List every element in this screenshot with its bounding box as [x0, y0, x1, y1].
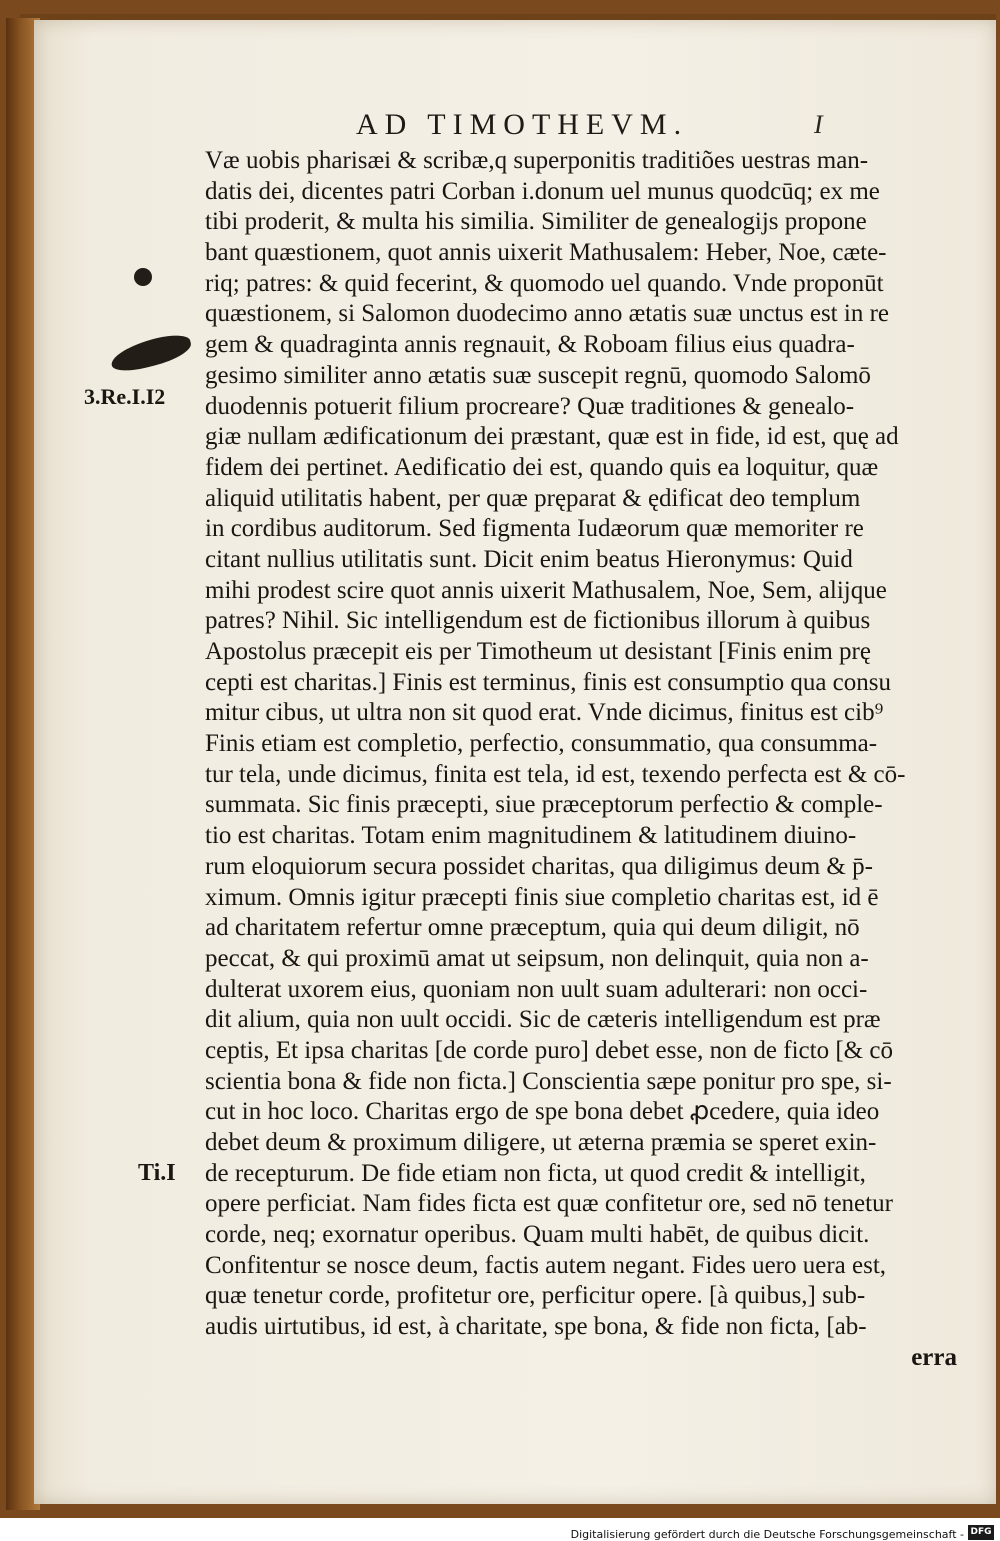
text-line: ximum. Omnis igitur præcepti finis siue completio charitas est, id ē	[205, 883, 879, 911]
text-line: de recepturum. De fide etiam non ficta, ut quod credit & intelligit,	[205, 1159, 866, 1187]
text-line: in cordibus auditorum. Sed figmenta Iudæorum quæ memoriter re	[205, 515, 864, 543]
text-line: patres? Nihil. Sic intelligendum est de fictionibus illorum à quibus	[205, 607, 871, 635]
body-text	[205, 146, 975, 1374]
text-line: Væ uobis pharisæi & scribæ,q superponitis traditiões uestras man-	[205, 147, 869, 174]
text-line: tio est charitas. Totam enim magnitudinem & latitudinem diuino-	[205, 822, 857, 850]
text-line: dulterat uxorem eius, quoniam non uult suam adulterari: non occi-	[205, 975, 868, 1003]
ink-blot-dot	[134, 268, 152, 286]
text-line: cut in hoc loco. Charitas ergo de spe bona debet ꝓcedere, quia ideo	[205, 1098, 880, 1126]
text-line: quæstionem, si Salomon duodecimo anno ætatis suæ unctus est in re	[205, 300, 889, 328]
margin-note-timotheum: Ti.I	[138, 1160, 176, 1186]
text-line: rum eloquiorum secura possidet charitas, qua diligimus deum & p̄-	[205, 852, 873, 880]
text-line: mihi prodest scire quot annis uixerit Mathusalem, Noe, Sem, alijque	[205, 576, 887, 604]
text-line: debet deum & proximum diligere, ut æterna præmia se speret exin-	[205, 1129, 877, 1156]
text-line: Finis etiam est completio, perfectio, consummatio, qua consumma-	[205, 730, 878, 758]
text-line: bant quæstionem, quot annis uixerit Mathusalem: Heber, Noe, cæte-	[205, 239, 887, 267]
text-line: tur tela, unde dicimus, finita est tela, id est, texendo perfecta est & cō-	[205, 760, 906, 788]
text-line: giæ nullam ædificationum dei præstant, quæ est in fide, id est, quę ad	[205, 423, 899, 451]
text-line: ceptis, Et ipsa charitas [de corde puro] debet esse, non de ficto [& cō	[205, 1036, 893, 1064]
text-line: gem & quadraginta annis regnauit, & Roboam filius eius quadra-	[205, 331, 855, 359]
text-line: mitur cibus, ut ultra non sit quod erat. Vnde dicimus, finitus est cib⁹	[205, 699, 884, 727]
text-line: audis uirtutibus, id est, à charitate, spe bona, & fide non ficta, [ab-	[205, 1313, 867, 1341]
running-head: AD TIMOTHEVM.	[356, 108, 689, 141]
margin-note-reges: 3.Re.I.I2	[84, 384, 166, 409]
text-line: peccat, & qui proximū amat ut seipsum, non delinquit, quia non a-	[205, 944, 869, 972]
catchword: erra	[911, 1343, 957, 1371]
text-line: opere perficiat. Nam fides ficta est quæ confitetur ore, sed nō tenetur	[205, 1190, 893, 1218]
text-line: riq; patres: & quid fecerint, & quomodo uel quando. Vnde proponūt	[205, 269, 884, 297]
text-line: scientia bona & fide non ficta.] Conscientia sæpe ponitur pro spe, si-	[205, 1067, 892, 1095]
text-line: corde, neq; exornatur operibus. Quam multi habēt, de quibus dicit.	[205, 1221, 870, 1249]
text-line: quæ tenetur corde, profitetur ore, perficitur opere. [à quibus,] sub-	[205, 1282, 866, 1310]
text-line: Confitentur se nosce deum, factis autem negant. Fides uero uera est,	[205, 1251, 887, 1279]
text-line: gesimo similiter anno ætatis suæ suscepit regnū, quomodo Salomō	[205, 361, 871, 389]
folio-number: I	[814, 110, 823, 139]
text-line: cepti est charitas.] Finis est terminus, finis est consumptio qua consu	[205, 668, 891, 696]
text-line: Apostolus præcepit eis per Timotheum ut desistant [Finis enim prę	[205, 638, 871, 665]
text-line: summata. Sic finis præcepti, siue præceptorum perfectio & comple-	[205, 791, 883, 819]
text-line: aliquid utilitatis habent, per quæ pręparat & ędificat deo templum	[205, 484, 861, 512]
text-line: ad charitatem refertur omne præceptum, quia qui deum diligit, nō	[205, 914, 860, 942]
text-line: duodennis potuerit filium procreare? Quæ traditiones & genealo-	[205, 392, 855, 420]
dfg-logo: DFG	[968, 1525, 994, 1540]
text-line: tibi proderit, & multa his similia. Similiter de genealogijs propone	[205, 208, 867, 236]
text-line: dit alium, quia non uult occidi. Sic de cæteris intelligendum est præ	[205, 1006, 881, 1034]
digitization-credit: Digitalisierung gefördert durch die Deutsche Forschungsgemeinschaft -	[570, 1528, 964, 1541]
text-line: fidem dei pertinet. Aedificatio dei est, quando quis ea loquitur, quæ	[205, 453, 879, 481]
text-line: datis dei, dicentes patri Corban i.donum uel munus quodcūq; ex me	[205, 177, 880, 205]
text-line: citant nullius utilitatis sunt. Dicit enim beatus Hieronymus: Quid	[205, 545, 853, 573]
